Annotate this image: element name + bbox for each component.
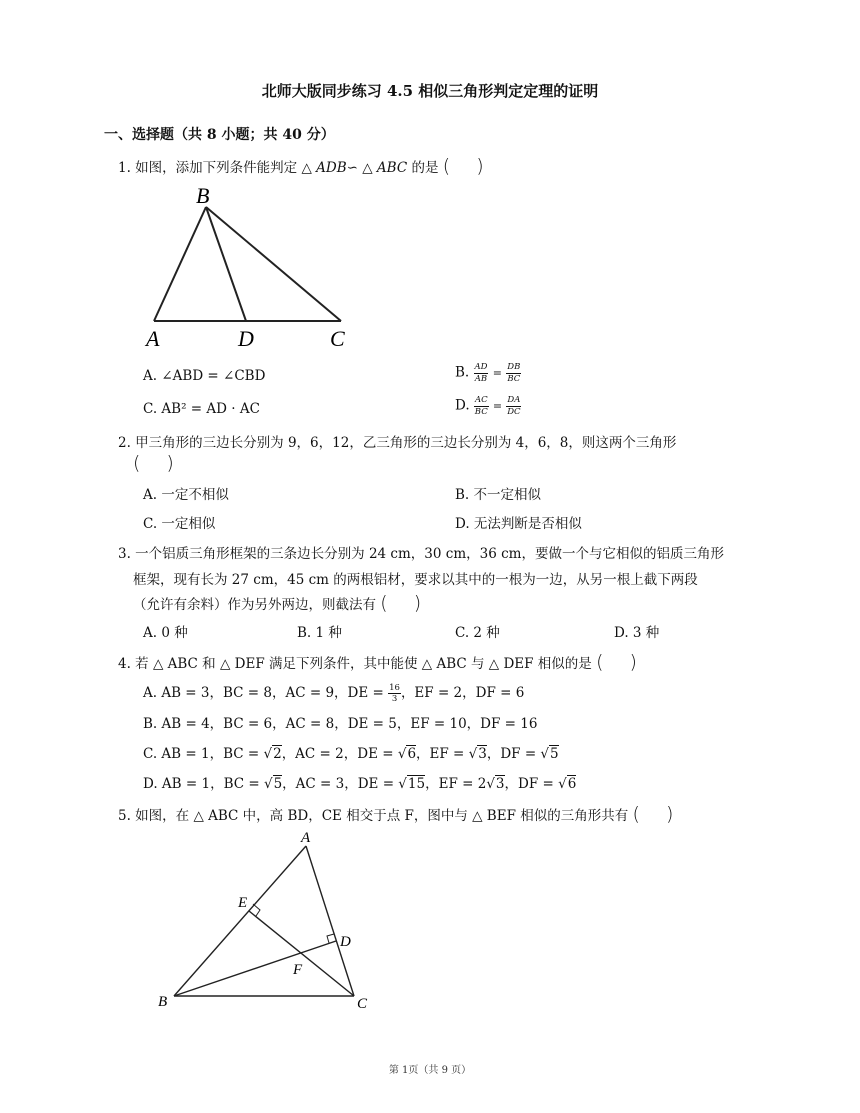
q1-option-a[interactable]: A. ∠ABD = ∠CBD (143, 368, 266, 384)
label-c: C (330, 326, 345, 351)
label-a: A (301, 830, 311, 846)
altitude-ce (249, 911, 354, 996)
q4-option-a[interactable]: A. AB = 3，BC = 8，AC = 9，DE = $\frac{16}{3}$ ，EF = 2，DF = 6 (143, 682, 525, 704)
question-3-line-2: 框架，现有长为 27 cm，45 cm 的两根铝材，要求以其中的一根为一边，从另一根上截下两段 (133, 572, 698, 588)
question-5-stem: 5. 如图，在 △ ABC 中，高 BD，CE 相交于点 F，图中与 △ BEF 相似的三角形共有 ( ) (118, 803, 674, 825)
q3-option-b[interactable]: B. 1 种 (297, 625, 342, 641)
q4-option-c[interactable]: C. AB = 1，BC = √2，AC = 2，DE = √6，EF = √3，DF = √5 (143, 746, 559, 762)
q3-option-a[interactable]: A. 0 种 (143, 625, 188, 641)
label-b: B (158, 994, 168, 1010)
label-f: F (293, 962, 303, 978)
question-5-figure (150, 828, 390, 1018)
q4-option-d[interactable]: D. AB = 1，BC = √5，AC = 3，DE = √15，EF = 2√3，DF = √6 (143, 776, 577, 792)
q2-option-c[interactable]: C. 一定相似 (143, 516, 216, 532)
q2-option-b[interactable]: B. 不一定相似 (455, 487, 542, 503)
q2-option-a[interactable]: A. 一定不相似 (143, 487, 229, 503)
answer-paren-open: ( (442, 155, 451, 177)
page-title: 北师大版同步练习 4.5 相似三角形判定定理的证明 (261, 82, 599, 100)
q4-option-b[interactable]: B. AB = 4，BC = 6，AC = 8，DE = 5，EF = 10，DF = 16 (143, 716, 538, 732)
label-b: B (196, 183, 210, 208)
question-3-line-1: 3. 一个铝质三角形框架的三条边长分别为 24 cm，30 cm，36 cm，要做一个与它相似的铝质三角形 (118, 546, 724, 562)
label-e: E (238, 895, 248, 911)
q1-option-b[interactable]: B. $\frac{AD}{AB}$ = $\frac{DB}{BC}$ (455, 362, 521, 384)
q1-option-d[interactable]: D. $\frac{AC}{BC}$ = $\frac{DA}{DC}$ (455, 395, 521, 417)
label-a: A (146, 326, 160, 351)
question-2-paren: ( ) (133, 452, 174, 474)
q2-option-d[interactable]: D. 无法判断是否相似 (455, 516, 582, 532)
label-d: D (340, 934, 351, 950)
page-footer: 第 1页（共 9 页） (388, 1065, 472, 1076)
label-c: C (357, 996, 368, 1012)
question-4-stem: 4. 若 △ ABC 和 △ DEF 满足下列条件，其中能使 △ ABC 与 △ DEF 相似的是 ( ) (118, 651, 637, 673)
q3-option-d[interactable]: D. 3 种 (614, 625, 660, 641)
question-3-line-3: （允许有余料）作为另外两边，则截法有 ( ) (133, 592, 422, 614)
segment-ac (306, 846, 354, 996)
question-1-stem: 1. 如图，添加下列条件能判定 △ ADB∽ △ ABC 的是 ( ) (118, 155, 484, 177)
q1-option-c[interactable]: C. AB² = AD · AC (143, 401, 260, 417)
answer-paren-close: ) (476, 155, 484, 177)
q3-option-c[interactable]: C. 2 种 (455, 625, 500, 641)
question-1-figure (140, 183, 360, 353)
question-2-stem: 2. 甲三角形的三边长分别为 9，6，12，乙三角形的三边长分别为 4，6，8，则这两个三角形 (118, 435, 677, 451)
section-heading: 一、选择题（共 8 小题；共 40 分） (104, 127, 335, 143)
label-d: D (238, 326, 254, 351)
segment-ab (154, 207, 206, 321)
